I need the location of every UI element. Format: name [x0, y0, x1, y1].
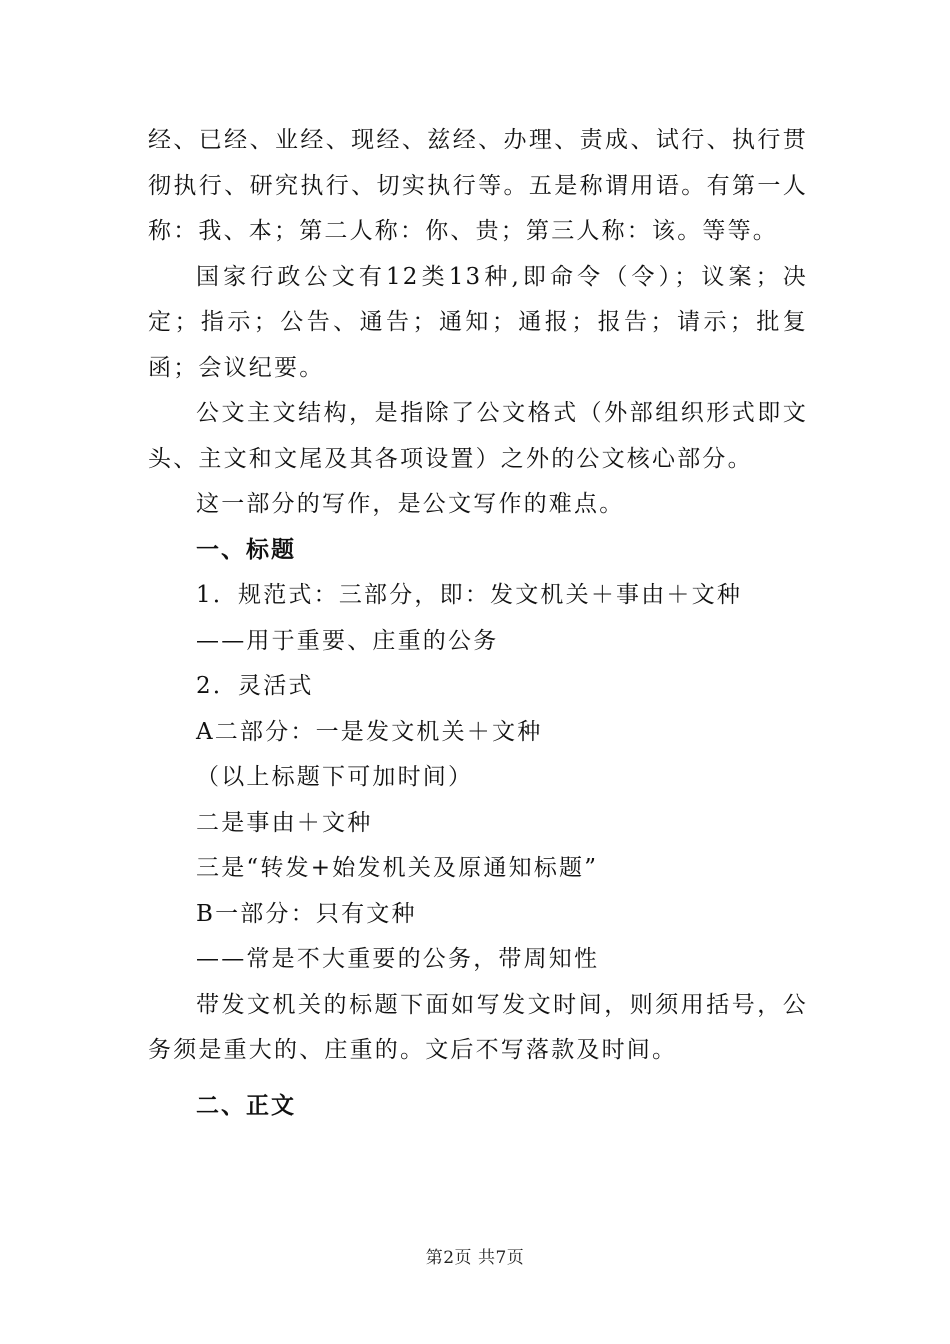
paragraph-main-structure: 公文主文结构，是指除了公文格式（外部组织形式即文头、主文和文尾及其各项设置）之外的公文核心部分。 — [148, 400, 808, 472]
page-number-footer: 第2页 共7页 — [425, 1248, 525, 1268]
line-two-part-third: 三是“转发+始发机关及原通知标题” — [196, 855, 599, 881]
section-heading-title: 一、标题 — [196, 536, 296, 563]
line-writing-difficulty: 这一部分的写作，是公文写作的难点。 — [196, 491, 625, 517]
line-two-part-second: 二是事由＋文种 — [196, 809, 373, 836]
line-standard-format: 1．规范式：三部分，即：发文机关＋事由＋文种 — [196, 582, 743, 608]
document-body — [148, 118, 808, 1129]
paragraph-official-terms: 经、已经、业经、现经、兹经、办理、责成、试行、执行贯彻执行、研究执行、切实执行等。五是称谓用语。有第一人称：我、本；第二人称：你、贵；第三人称：该。等等。 — [148, 127, 808, 244]
line-one-part-usage: ——常是不大重要的公务，带周知性 — [196, 946, 600, 972]
line-time-note: （以上标题下可加时间） — [196, 764, 474, 790]
line-two-part-format: A二部分：一是发文机关＋文种 — [196, 718, 543, 745]
line-standard-usage: ——用于重要、庄重的公务 — [196, 627, 499, 654]
line-one-part-format: B一部分：只有文种 — [196, 900, 417, 927]
paragraph-document-types: 国家行政公文有12类13种,即命令（令）；议案；决定；指示；公告、通告；通知；通报；报告；请示；批复函；会议纪要。 — [148, 263, 808, 381]
paragraph-date-note: 带发文机关的标题下面如写发文时间，则须用括号，公务须是重大的、庄重的。文后不写落款及时间。 — [148, 991, 808, 1063]
section-heading-body: 二、正文 — [196, 1092, 296, 1119]
line-flexible-format: 2．灵活式 — [196, 673, 314, 699]
